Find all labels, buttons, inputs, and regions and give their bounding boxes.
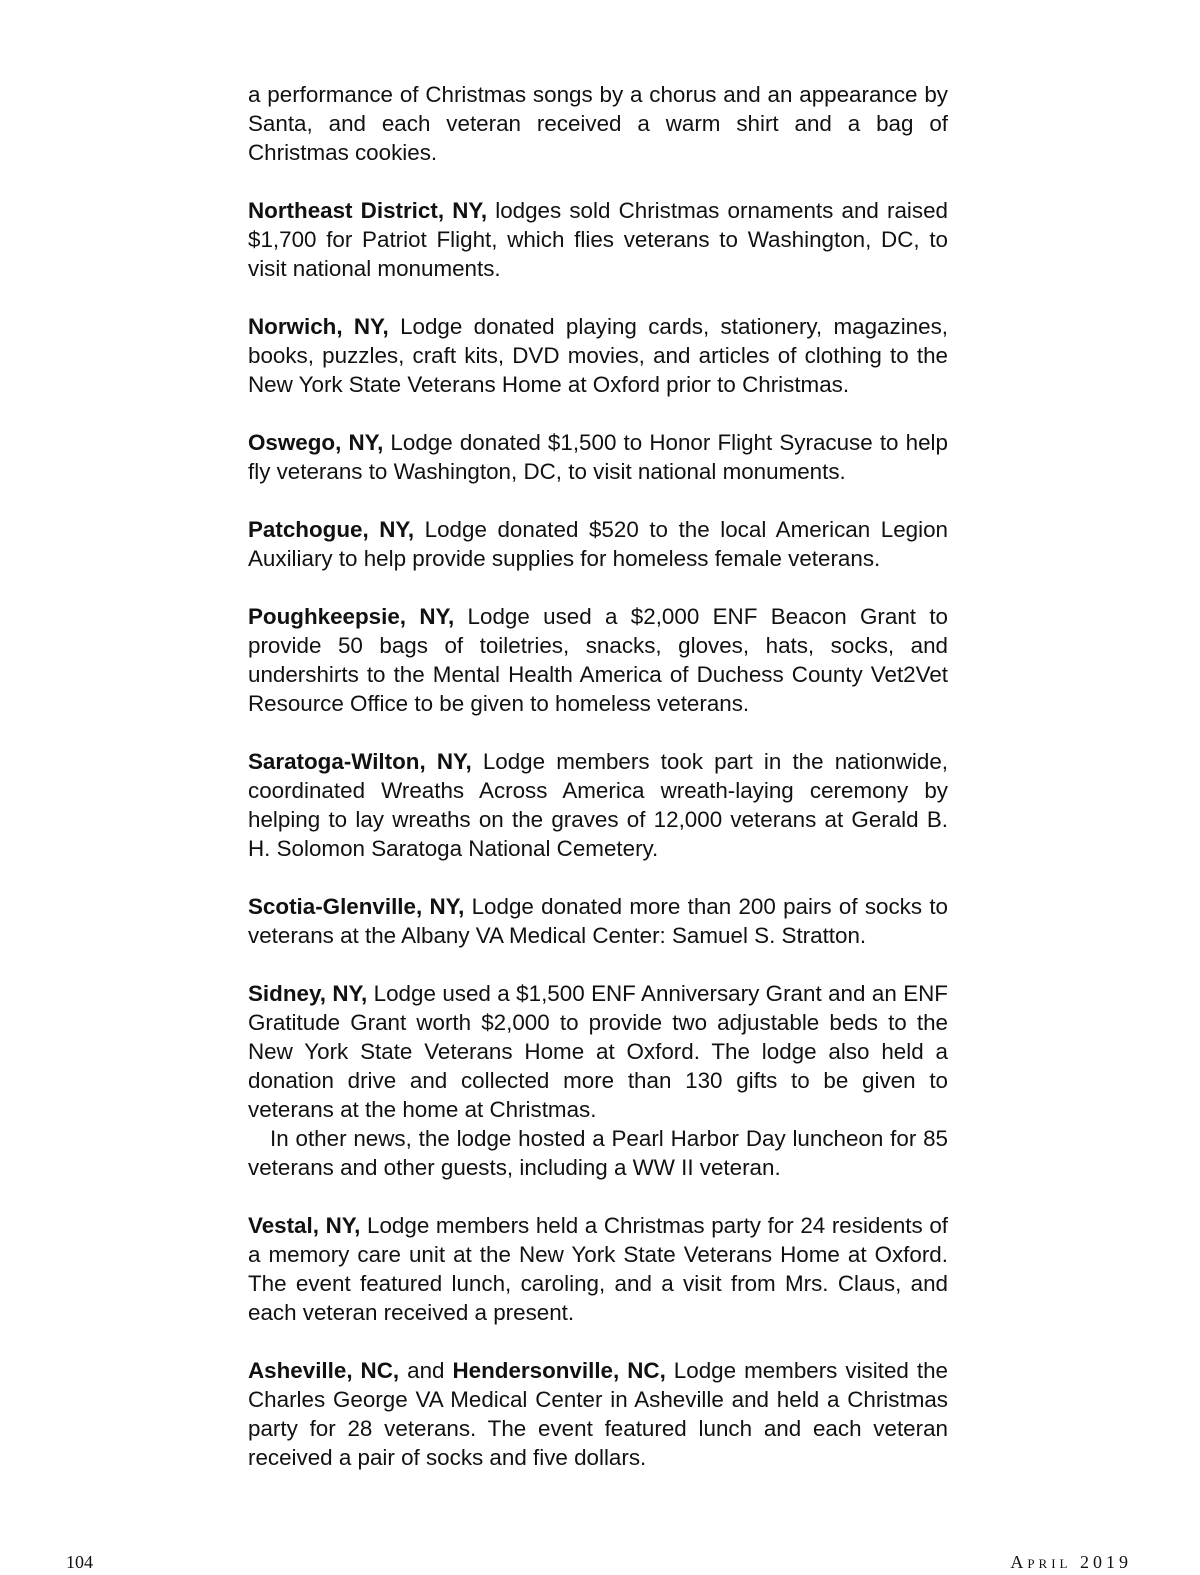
page-number: 104 xyxy=(66,1552,93,1572)
paragraph-text: Lodge donated more than 200 pairs of socks to veterans at the Albany VA Medical Center: Samuel S. Stratton. xyxy=(248,894,948,948)
article-column xyxy=(248,80,948,1501)
article-paragraph-vestal xyxy=(248,1211,948,1327)
lodge-name: Sidney, NY, xyxy=(248,981,368,1006)
article-paragraph-saratoga-wilton xyxy=(248,747,948,863)
lodge-name: Patchogue, NY, xyxy=(248,517,415,542)
lodge-name-secondary: Hendersonville, NC, xyxy=(452,1358,666,1383)
paragraph-text: Lodge donated playing cards, stationery, magazines, books, puzzles, craft kits, DVD movies, and articles of clothing to the New York State Veterans Home at Oxford prior to Christmas. xyxy=(248,314,948,397)
lodge-name: Norwich, NY, xyxy=(248,314,389,339)
lodge-name: Scotia-Glenville, NY, xyxy=(248,894,465,919)
article-paragraph-asheville-hendersonville xyxy=(248,1356,948,1472)
paragraph-text: Lodge used a $1,500 ENF Anniversary Grant and an ENF Gratitude Grant worth $2,000 to provide two adjustable beds to the New York State Veterans Home at Oxford. The lodge also held a donation drive and collected more than 130 gifts to be given to veterans at the home at Christmas. xyxy=(248,981,948,1122)
paragraph-text: lodges sold Christmas ornaments and raised $1,700 for Patriot Flight, which flies veterans to Washington, DC, to visit national monuments. xyxy=(248,198,948,281)
article-paragraph-poughkeepsie xyxy=(248,602,948,718)
paragraph-text: Lodge donated $520 to the local American Legion Auxiliary to help provide supplies for homeless female veterans. xyxy=(248,517,948,571)
article-paragraph-intro xyxy=(248,80,948,167)
lodge-name: Oswego, NY, xyxy=(248,430,384,455)
paragraph-text: Lodge members took part in the nationwide, coordinated Wreaths Across America wreath-laying ceremony by helping to lay wreaths on the graves of 12,000 veterans at Gerald B. H. Solomon Saratoga National Cemetery. xyxy=(248,749,948,861)
paragraph-text: a performance of Christmas songs by a chorus and an appearance by Santa, and each veteran received a warm shirt and a bag of Christmas cookies. xyxy=(248,82,948,165)
paragraph-text: Lodge members visited the Charles George VA Medical Center in Asheville and held a Christmas party for 28 veterans. The event featured lunch and each veteran received a pair of socks and five dollars. xyxy=(248,1358,948,1470)
conjunction-text: and xyxy=(399,1358,453,1383)
paragraph-continuation: In other news, the lodge hosted a Pearl Harbor Day luncheon for 85 veterans and other guests, including a WW II veteran. xyxy=(248,1126,948,1180)
lodge-name: Vestal, NY, xyxy=(248,1213,361,1238)
paragraph-text: Lodge used a $2,000 ENF Beacon Grant to provide 50 bags of toiletries, snacks, gloves, hats, socks, and undershirts to the Mental Health America of Duchess County Vet2Vet Resource Office to be given to homeless veterans. xyxy=(248,604,948,716)
paragraph-text: Lodge members held a Christmas party for 24 residents of a memory care unit at the New York State Veterans Home at Oxford. The event featured lunch, caroling, and a visit from Mrs. Claus, and each veteran received a present. xyxy=(248,1213,948,1325)
lodge-name: Poughkeepsie, NY, xyxy=(248,604,455,629)
lodge-name: Asheville, NC, xyxy=(248,1358,400,1383)
article-paragraph-oswego xyxy=(248,428,948,486)
article-paragraph-scotia-glenville xyxy=(248,892,948,950)
article-paragraph-patchogue xyxy=(248,515,948,573)
lodge-name: Northeast District, NY, xyxy=(248,198,488,223)
article-paragraph-norwich xyxy=(248,312,948,399)
paragraph-text: Lodge donated $1,500 to Honor Flight Syracuse to help fly veterans to Washington, DC, to visit national monuments. xyxy=(248,430,948,484)
lodge-name: Saratoga-Wilton, NY, xyxy=(248,749,472,774)
article-paragraph-northeast-district xyxy=(248,196,948,283)
article-paragraph-sidney xyxy=(248,979,948,1182)
issue-date: April 2019 xyxy=(1010,1552,1132,1572)
